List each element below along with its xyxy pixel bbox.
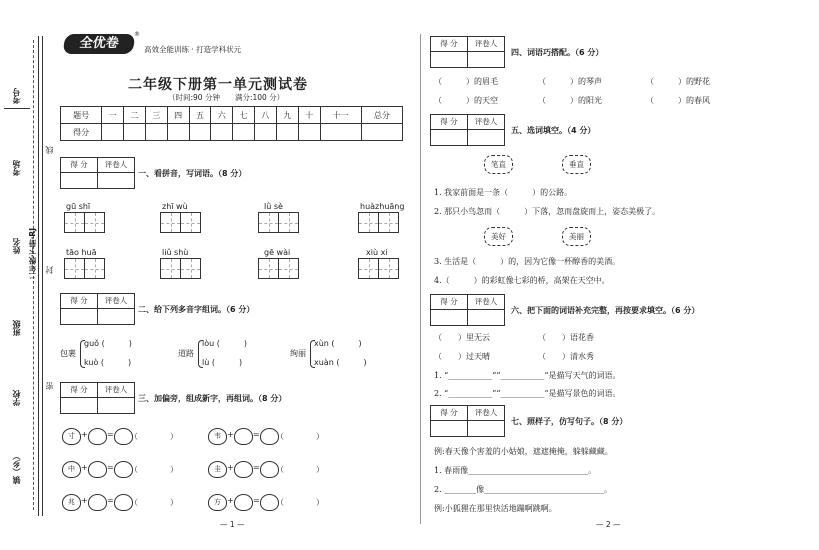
pinyin-1: gū shī: [66, 202, 91, 211]
grade-label: 二年级·下册·RJ: [28, 228, 37, 280]
brand-reg: ®: [134, 31, 140, 38]
page-title: 二年级下册第一单元测试卷: [128, 77, 308, 93]
char-grid-4[interactable]: [358, 212, 398, 233]
word-blank-5[interactable]: （ ）: [276, 465, 324, 474]
score-cell[interactable]: [255, 124, 277, 141]
word-blank-4[interactable]: （ ）: [276, 432, 324, 441]
radical-blank[interactable]: [88, 428, 107, 445]
radical-base-4: 韦: [208, 428, 227, 445]
char-grid-7[interactable]: [258, 258, 298, 279]
radical-base-5: 圭: [208, 461, 227, 478]
idiom-3[interactable]: （ ）过天晴: [434, 352, 490, 361]
score-row-label: 得分: [61, 124, 102, 141]
score-cell[interactable]: [189, 124, 211, 141]
scorebox-score-cell[interactable]: [431, 52, 468, 67]
scorebox-marker-cell[interactable]: [468, 421, 504, 436]
equals-sign: =: [253, 430, 260, 439]
label-name: 姓名: [12, 238, 21, 254]
match-1-2[interactable]: （ ）的琴声: [538, 77, 602, 86]
scorebox-score-cell[interactable]: [431, 310, 468, 325]
scorebox-marker-cell[interactable]: [468, 52, 504, 67]
radical-blank[interactable]: [234, 428, 253, 445]
score-header-5: 五: [189, 107, 211, 124]
margin-border-outer: [38, 36, 39, 516]
equals-sign: =: [107, 463, 114, 472]
scorebox-score-label: 得 分: [431, 406, 468, 420]
scorebox-score-cell[interactable]: [61, 398, 98, 413]
score-cell[interactable]: [102, 124, 124, 141]
scorebox-marker-label: 评卷人: [104, 385, 128, 394]
radical-blank[interactable]: [88, 494, 107, 511]
scorebox-s2: [60, 293, 135, 325]
scorebox-s4: [430, 36, 505, 68]
polyphone-3a[interactable]: xùn ( ): [314, 339, 362, 348]
match-2-3[interactable]: （ ）的春风: [646, 96, 710, 105]
radical-base-1: 寸: [62, 428, 81, 445]
scorebox-score-cell[interactable]: [61, 309, 98, 324]
match-2-2[interactable]: （ ）的阳光: [538, 96, 602, 105]
score-cell[interactable]: [276, 124, 298, 141]
word-blank-6[interactable]: （ ）: [276, 498, 324, 507]
scorebox-marker-cell[interactable]: [468, 130, 504, 145]
char-grid-5[interactable]: [64, 258, 104, 279]
scorebox-s1: [60, 157, 135, 189]
section-4-title: 四、词语巧搭配。（6 分）: [511, 48, 604, 57]
page-divider: [420, 34, 421, 524]
radical-blank[interactable]: [234, 494, 253, 511]
equals-sign: =: [107, 496, 114, 505]
scorebox-score-label: 得 分: [431, 295, 468, 309]
idiom-2[interactable]: （ ）语花香: [538, 333, 594, 342]
score-header-label: 题号: [61, 107, 102, 124]
score-cell[interactable]: [211, 124, 233, 141]
score-cell[interactable]: [233, 124, 255, 141]
pinyin-3: lǜ sè: [264, 202, 283, 211]
imitate-q2[interactable]: 2. ________像______________________________。: [434, 485, 613, 494]
score-header-1: 一: [102, 107, 124, 124]
scorebox-score-cell[interactable]: [431, 421, 468, 436]
cut-mark-secret: 密: [45, 382, 54, 390]
word-option-2: 垂直: [562, 155, 591, 174]
section-6-title: 六、把下面的词语补充完整，再按要求填空。（6 分）: [511, 306, 700, 315]
equals-sign: =: [107, 430, 114, 439]
score-header-10: 十: [298, 107, 320, 124]
score-cell[interactable]: [320, 124, 361, 141]
equals-sign: =: [253, 496, 260, 505]
cut-mark-seal: 封: [45, 266, 54, 274]
pinyin-8: xiù xi: [366, 248, 388, 257]
score-cell[interactable]: [298, 124, 320, 141]
label-class: 班级: [12, 320, 21, 336]
radical-base-3: 兆: [62, 494, 81, 511]
radical-blank[interactable]: [88, 461, 107, 478]
section-2-title: 二、给下列多音字组词。（6 分）: [138, 305, 255, 314]
polyphone-1a[interactable]: guǒ ( ): [84, 339, 132, 348]
fill-q3[interactable]: 3. 生活是（ ）的，因为它像一杯醇香的美酒。: [434, 257, 621, 266]
pinyin-7: gē wài: [264, 248, 291, 257]
word-option-4: 美丽: [562, 227, 591, 246]
scorebox-score-label: 得 分: [431, 115, 468, 129]
match-2-1[interactable]: （ ）的天空: [434, 96, 498, 105]
score-header-6: 六: [211, 107, 233, 124]
idiom-q1[interactable]: 1. “___________”“___________”是描写天气的词语。: [434, 371, 621, 380]
idiom-4[interactable]: （ ）清水秀: [538, 352, 594, 361]
idiom-1[interactable]: （ ）里无云: [434, 333, 490, 342]
score-header-4: 四: [167, 107, 189, 124]
score-header-9: 九: [276, 107, 298, 124]
example-2: 例:小狐狸在那里快活地蹦啊跳啊。: [434, 504, 557, 513]
scorebox-score-label: 得 分: [61, 158, 98, 172]
score-header-7: 七: [233, 107, 255, 124]
scorebox-marker-label: 评卷人: [104, 160, 128, 169]
score-header-11: 十一: [320, 107, 361, 124]
radical-base-6: 方: [208, 494, 227, 511]
word-option-3: 美好: [484, 227, 513, 246]
plus-sign: +: [81, 496, 88, 505]
polyphone-char-1: 包裹: [60, 349, 76, 358]
scorebox-score-cell[interactable]: [431, 130, 468, 145]
score-cell[interactable]: [145, 124, 167, 141]
scorebox-marker-label: 评卷人: [474, 408, 498, 417]
scorebox-score-cell[interactable]: [61, 173, 98, 188]
scorebox-marker-cell[interactable]: [98, 173, 134, 188]
pinyin-4: huàzhuāng: [360, 202, 405, 211]
equals-sign: =: [253, 463, 260, 472]
word-blank-2[interactable]: （ ）: [130, 465, 178, 474]
scorebox-s5: [430, 114, 505, 146]
word-blank-1[interactable]: （ ）: [130, 432, 178, 441]
exam-info: （时间:90 分钟 满分:100 分）: [168, 93, 285, 102]
char-grid-8[interactable]: [358, 258, 398, 279]
score-cell[interactable]: [124, 124, 146, 141]
polyphone-2a[interactable]: lòu ( ): [202, 339, 247, 348]
pinyin-5: tāo huā: [66, 248, 97, 257]
score-table: [60, 106, 403, 141]
scorebox-s3: [60, 382, 135, 414]
scorebox-s7: [430, 405, 505, 437]
brand-slogan: 高效全能训练 · 打造学科状元: [144, 45, 242, 54]
char-grid-3[interactable]: [258, 212, 298, 233]
polyphone-char-3: 绚丽: [290, 349, 306, 358]
score-header-3: 三: [145, 107, 167, 124]
line-exam-no: [4, 108, 30, 109]
brand-logo: 全优卷: [63, 34, 136, 54]
idiom-q2[interactable]: 2. “___________”“___________”是描写景色的词语。: [434, 389, 621, 398]
scorebox-score-label: 得 分: [61, 383, 98, 397]
scorebox-s6: [430, 294, 505, 326]
label-school: 学校: [12, 390, 21, 406]
label-exam-room: 考场: [12, 160, 21, 176]
scorebox-score-label: 得 分: [431, 37, 468, 51]
section-5-title: 五、选词填空。（4 分）: [511, 126, 596, 135]
plus-sign: +: [81, 430, 88, 439]
fill-q1[interactable]: 1. 我家前面是一条（ ）的公路。: [434, 188, 573, 197]
char-grid-2[interactable]: [160, 212, 200, 233]
word-blank-3[interactable]: （ ）: [130, 498, 178, 507]
radical-blank[interactable]: [234, 461, 253, 478]
score-header-8: 八: [255, 107, 277, 124]
plus-sign: +: [227, 430, 234, 439]
pinyin-6: liǔ shù: [162, 248, 189, 257]
page-number-2: — 2 —: [596, 520, 621, 529]
label-exam-no: 考号: [12, 88, 21, 104]
scorebox-marker-label: 评卷人: [474, 297, 498, 306]
radical-base-2: 中: [62, 461, 81, 478]
section-1-title: 一、看拼音，写词语。（8 分）: [138, 169, 247, 178]
section-7-title: 七、照样子，仿写句子。（8 分）: [511, 417, 628, 426]
page-number-1: — 1 —: [220, 520, 245, 529]
char-grid-6[interactable]: [160, 258, 200, 279]
scorebox-score-label: 得 分: [61, 294, 98, 308]
score-header-2: 二: [124, 107, 146, 124]
scorebox-marker-cell[interactable]: [468, 310, 504, 325]
char-grid-1[interactable]: [64, 212, 104, 233]
scorebox-marker-cell[interactable]: [98, 398, 134, 413]
section-3-title: 三、加偏旁，组成新字，再组词。（8 分）: [138, 394, 287, 403]
score-header-total: 总分: [361, 107, 402, 124]
label-town: 镇（乡）: [12, 452, 21, 484]
match-1-3[interactable]: （ ）的野花: [646, 77, 710, 86]
cut-mark-line: 线: [45, 146, 54, 154]
polyphone-2b[interactable]: lù ( ): [202, 358, 243, 367]
margin-border-inner: [42, 36, 43, 516]
imitate-q1[interactable]: 1. 春雨像______________________________。: [434, 466, 597, 475]
scorebox-marker-cell[interactable]: [98, 309, 134, 324]
pinyin-2: zhī wù: [162, 202, 188, 211]
score-cell[interactable]: [167, 124, 189, 141]
scorebox-marker-label: 评卷人: [474, 39, 498, 48]
polyphone-char-2: 道路: [178, 349, 194, 358]
plus-sign: +: [227, 463, 234, 472]
example-1: 例:春天像个害羞的小姑娘，遮遮掩掩，躲躲藏藏。: [434, 447, 613, 456]
score-cell[interactable]: [361, 124, 402, 141]
polyphone-1b[interactable]: kuò ( ): [84, 358, 132, 367]
plus-sign: +: [227, 496, 234, 505]
word-option-1: 笔直: [484, 155, 513, 174]
polyphone-3b[interactable]: xuàn ( ): [314, 358, 367, 367]
fill-q4[interactable]: 4.（ ）的彩虹像七彩的桥，高架在天空中。: [434, 276, 610, 285]
plus-sign: +: [81, 463, 88, 472]
scorebox-marker-label: 评卷人: [474, 117, 498, 126]
fill-q2[interactable]: 2. 那只小鸟忽而（ ）下落，忽而盘旋而上，姿态美极了。: [434, 207, 661, 216]
match-1-1[interactable]: （ ）的眉毛: [434, 77, 498, 86]
scorebox-marker-label: 评卷人: [104, 296, 128, 305]
